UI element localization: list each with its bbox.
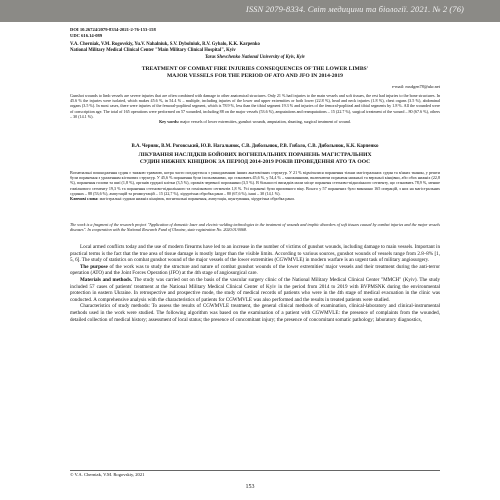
title-en-line-1: TREATMENT OF COMBAT FIRE INJURIES CONSEQUENCES OF THE LOWER LIMBS' [141,66,369,72]
journal-header-band [0,0,500,22]
copyright: © V.A. Cherniak, V.M. Rogovskiy, 2021 [70,472,145,477]
title-ua-line-1: ЛІКУВАННЯ НАСЛІДКІВ БОЙОВИХ ВОГНЕПАЛЬНИХ ПОРАНЕНЬ МАГІСТРАЛЬНИХ [138,152,372,158]
funding-note: The work is a fragment of the research project "Application of domestic laser and electric welding technologies in the treatment of wounds and trophic disorders of soft tissues caused by combat injuries and the major vessels diseases". In cooperation with the National Research Fund of Ukraine, state registration No. 2020.01/0068. [70,222,440,233]
email-line: e-mail: mxdgen78@ukr.net [391,84,440,89]
authors-ua: В.А. Черняк, В.М. Роговський, Ю.В. Нагальнюк, С.В. Дибольнюк, Р.В. Гибало, С.В. Дибольнюк, К.К. Карпенко [131,144,379,149]
page-number: 153 [245,484,255,490]
materials-label: Materials and methods. [80,276,133,283]
title-ua [70,152,440,166]
purpose-paragraph [70,264,440,277]
affiliation-1: National Military Medical Clinical Center "Main Military Clinical Hospital", Kyiv [70,48,236,53]
article-body [70,244,440,323]
title-en-line-2: MAJOR VESSELS FOR THE PERIOD OF ATO AND JFO IN 2014-2019 [167,73,343,79]
purpose-label: The purpose [80,263,108,270]
methods-paragraph: Characteristics of study methods: To assess the results of CGWMVLE treatment, the general clinical methods of examination, clinical-laboratory and clinical-instrumental methods used in the work were studied. The following algorithm was based on the examination of a patient with CGWMVLE: the presence of complaints from the wounded, detailed collection of medical history; assessment of local status; the presence of concomitant injury; the presence of concomitant somatic pathology; laboratory diagnostics, [70,303,440,323]
doi-line: DOI 10.26724/2079-8334-2021-2-76-153-158 [70,27,156,32]
title-en [70,66,440,80]
materials-paragraph [70,277,440,303]
keywords-en-label: Key words: [159,119,180,125]
udc-line: UDC 616.14-089 [70,33,103,38]
keywords-ua-text: магістральні судини нижніх кінцівок, вогнепальні поранення, ампутація, шунтування, хірургічна обробка рани. [99,196,295,202]
title-ua-line-2: СУДИН НИЖНІХ КІНЦІВОК ЗА ПЕРІОД 2014-2019 РОКІВ ПРОВЕДЕННЯ АТО ТА ООС [139,159,371,165]
journal-title: ISSN 2079-8334. Світ медицини та біології. 2021. № 2 (76) [245,4,464,14]
abstract-en-text: Gunshot wounds to limb vessels are severe injuries that are often combined with damage to other anatomical structures. Only 21 % had injuries to the main vessels and soft tissues, the rest had injuries to the bone structures. In 45.6 % the injuries were isolated, which makes 45.6 %, in 54.4 % – multiple, including injuries of the lower and upper extremities or both lower (22.8 %), head and neck injuries (1.8 %), chest organs (3.5 %), abdominal organs (3.5 %). In most cases, there were injuries of the femoral-popliteal segment, which is 78.9 %, less than the tibial segment 19.3 % and injuries of the femoral-popliteal and tibial segments by 1.8 %. All the wounded were of conscription age. The total of 165 operations were performed on 57 wounded, including 88 on the major vessels (53.6 %), amputations and reamputations – 15 (22.7 %), surgical treatment of the wound – 80 (67.6 %), others – 30 (14.1 %). [70,93,440,119]
affiliation-2: Taras Shevchenko National University of Kyiv, Kyiv [204,55,306,60]
keywords-en [70,119,440,124]
author-names: V.A. Cherniak, V.M. Rogovskiy, Yu.V. Nahalniuk, S.V. Dybolniuk, R.V. Gybalo, K.K. Karpenko [70,42,260,47]
materials-text: The study was carried out on the basis of the vascular surgery clinic of the National Military Medical Clinical Center "MMCH" (Kyiv). The study included 57 cases of patients' treatment at the National Military Medical Clinical Center of Kyiv in the period from 2014 to 2019 with BVPMSNK during the environmental protection in eastern Ukraine. In retrospective and prospective mode, the study of medical records of patients who were in the 4th stage of medical evacuation in the clinic was conducted. A comprehensive analysis with the characteristics of patients for CGWMVLE was also performed and the results in treated patients were studied. [70,276,440,303]
keywords-ua-label: Ключові слова: [70,196,99,202]
abstract-ua [70,170,440,201]
purpose-text: of the work was to study the structure and nature of combat gunshot wounds of the lower extremities' major vessels and their treatment during the anti-terror operation (ATO) and the Joint Forces Operation (JFO) at the 4th stage of angiosurgical care. [70,263,440,277]
keywords-en-text: major vessels of lower extremities, gunshot wounds, amputation, shunting, surgical treatment of wound. [180,119,351,125]
intro-paragraph: Local armed conflicts today and the use of modern firearms have led to an increase in the number of victims of gunshot wounds, including damage to main vessels. Important in practical terms is the fact that the true area of tissue damage is mostly larger than the visible limits. According to various sources, gunshot wounds of vessels range from 2.8–8% [1, 5, 6]. The study of statistics on combat gunshot wound of the major vessels of the lower extremities (CGWMVLE) in modern warfare is an urgent task of military angiosurgery. [70,244,441,264]
footer-rule [70,470,440,471]
keywords-ua [70,196,440,201]
abstract-ua-text: Вогнепальні пошкодження судин є тяжкою травмою, котра часто поєднується з ушкодженням інших анатомічних структур. У 21 % відмічалися поранення тільки магістральних судин та м'яких тканин, у решти були поранення з ураженням кісткових структур. У 45,6 % поранення були ізольованими, що становить 45,6 %, у 54,4 % – множинними, включаючи пораненя нижньої та верхньої кінцівки, або обох нижніх (22,8 %), поранення голови та шиї (1,8 %), органів грудної клітки (3,5 %), органів черевної порожнини (3,5 %). В більшості випадків мали місце пораненя стегново-підколінного сегменту, що становить 78,9 %, менше гомілкового сегменту 19,3 % та поранення стегново-підколінного та гомілкового сегментів 1,8 %. Усі поранені були призовного віку. Всього у 57 поранених було виконано 165 операцій, з них на магістральних судинах – 88 (53,6 %), ампутацій та реампутацій – 15 (22,7 %), хірургічна обробка рани – 80 (67,6 %), інші – 30 (14,1 %). [70,170,440,196]
abstract-en [70,93,440,124]
